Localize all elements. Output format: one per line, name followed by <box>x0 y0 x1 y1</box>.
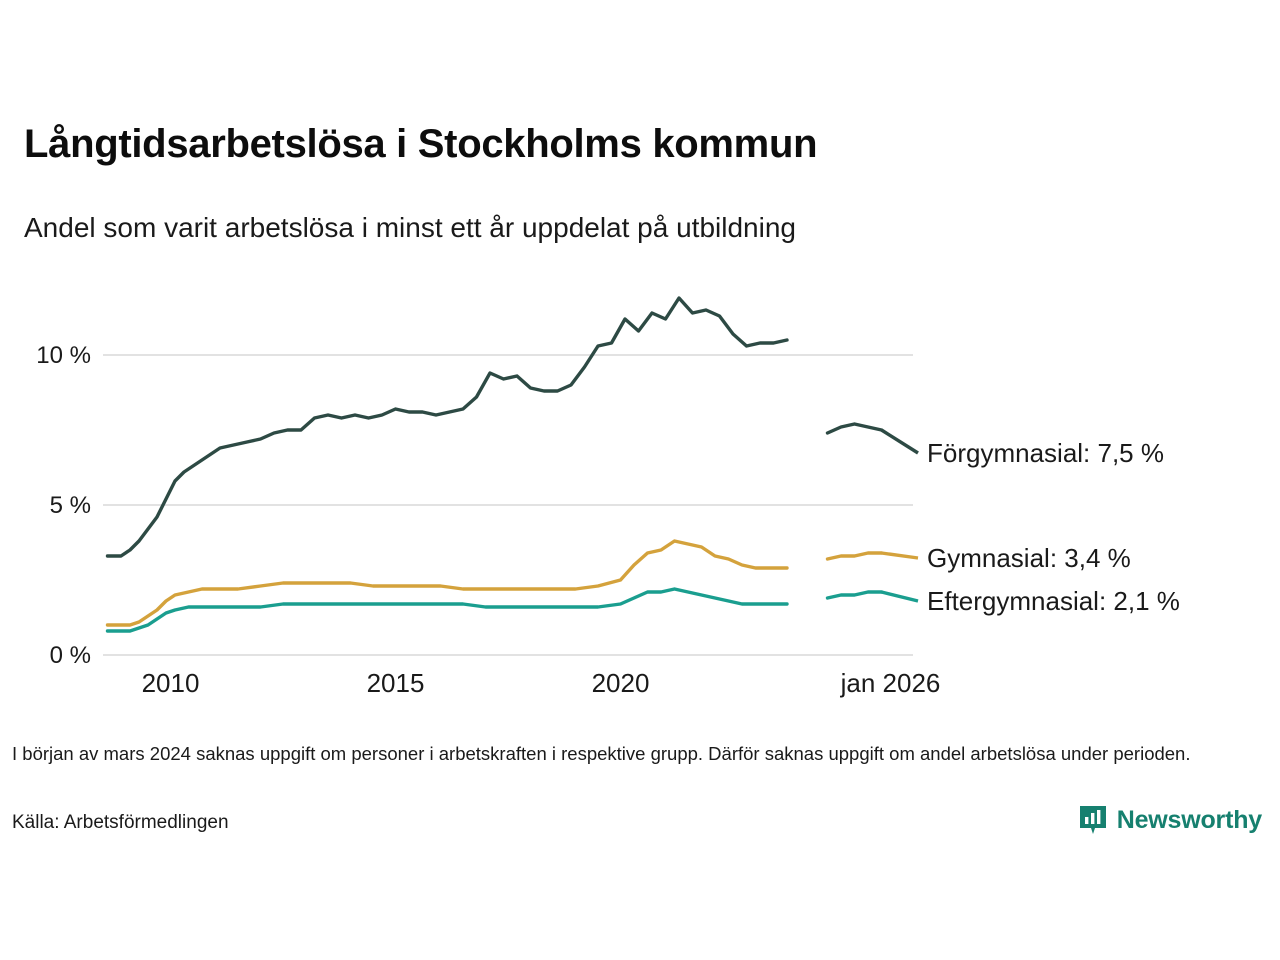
series-line <box>828 592 882 598</box>
x-axis-label: 2020 <box>591 668 650 698</box>
page-title: Långtidsarbetslösa i Stockholms kommun <box>24 122 818 166</box>
series-labels <box>927 438 1180 616</box>
y-axis-label: 5 % <box>49 492 91 519</box>
series-line <box>108 298 788 556</box>
chart-note: I början av mars 2024 saknas uppgift om personer i arbetskraften i respektive grupp. Därför saknas uppgift om andel arbetslösa under perioden. <box>12 743 1191 764</box>
series-label-gymnasial: Gymnasial: 3,4 % <box>927 543 1131 573</box>
series-line <box>828 553 882 559</box>
series-connector <box>882 430 919 453</box>
chart-source: Källa: Arbetsförmedlingen <box>12 812 229 833</box>
x-axis-ticks <box>142 668 941 698</box>
x-axis-label: 2010 <box>141 668 200 698</box>
y-axis-label: 0 % <box>49 642 91 669</box>
series-label-förgymnasial: Förgymnasial: 7,5 % <box>927 438 1164 468</box>
x-axis-label: 2015 <box>366 668 425 698</box>
series-lines <box>108 298 919 631</box>
y-axis-ticks <box>36 342 91 669</box>
line-chart <box>0 270 1280 700</box>
series-line <box>108 541 788 625</box>
bar-chart-icon <box>1078 804 1108 836</box>
y-axis-label: 10 % <box>36 342 91 369</box>
page-subtitle: Andel som varit arbetslösa i minst ett år uppdelat på utbildning <box>24 212 796 243</box>
series-connector <box>882 592 919 601</box>
brand-logo <box>1078 804 1262 836</box>
gridlines <box>103 355 913 655</box>
x-axis-label: jan 2026 <box>840 668 941 698</box>
series-line <box>108 589 788 631</box>
chart-container <box>0 270 1280 700</box>
series-label-eftergymnasial: Eftergymnasial: 2,1 % <box>927 586 1180 616</box>
series-line <box>828 424 882 433</box>
brand-name: Newsworthy <box>1116 805 1262 834</box>
series-connector <box>882 553 919 558</box>
